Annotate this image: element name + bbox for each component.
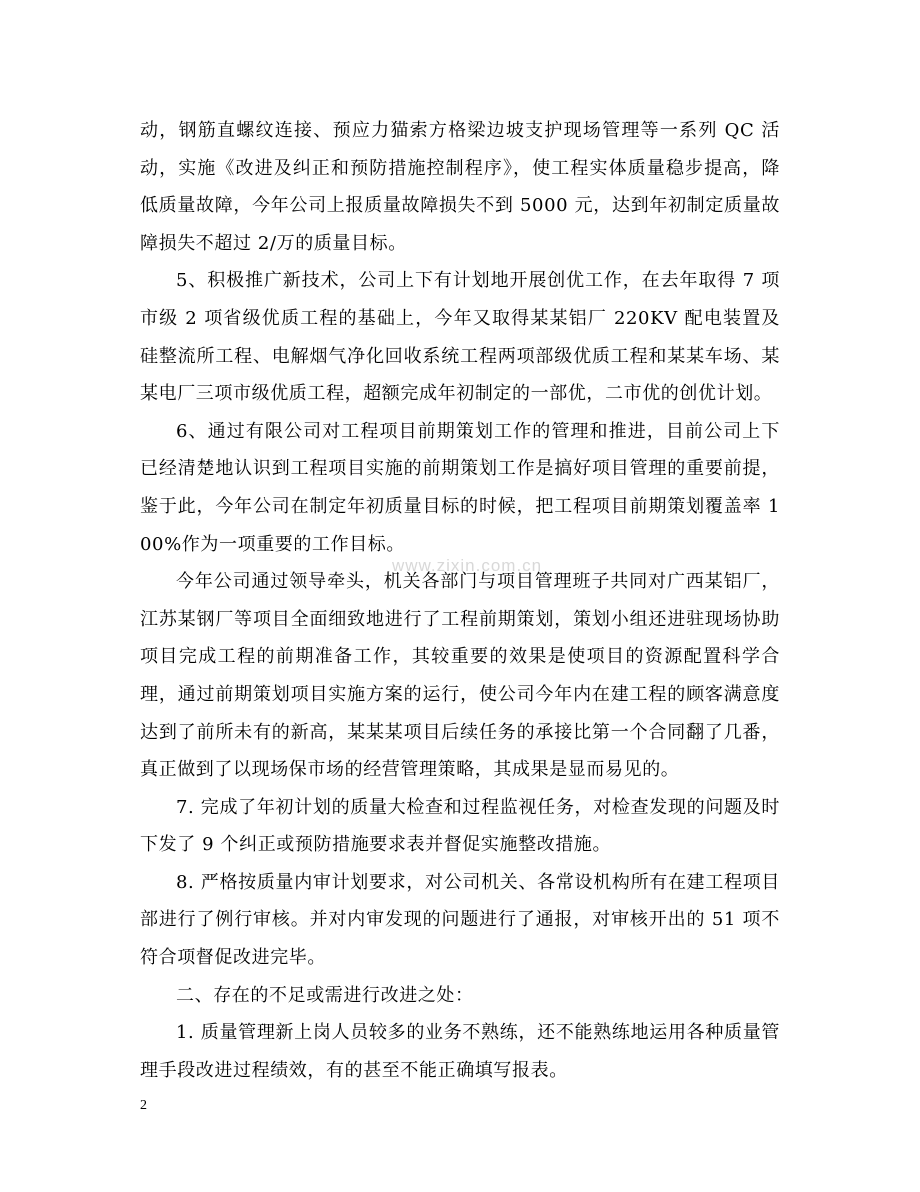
paragraph-item-5: 5、积极推广新技术，公司上下有计划地开展创优工作，在去年取得 7 项市级 2 项省级优质工程的基础上，今年又取得某某铝厂 220KV 配电装置及硅整流所工程、电解烟气净化回收系统工程两项部级优质工程和某某车场、某某电厂三项市级优质工程，超额完成年初制定的一部优，二市优的创优计划。 xyxy=(140,270,780,405)
paragraph-continuation: 动，钢筋直螺纹连接、预应力猫索方格梁边坡支护现场管理等一系列 QC 活动，实施《改进及纠正和预防措施控制程序》，使工程实体质量稳步提高，降低质量故障，今年公司上报质量故障损失不到 5000 元，达到年初制定质量故障损失不超过 2/万的质量目标。 xyxy=(140,120,780,254)
page-number: 2 xyxy=(140,1098,147,1113)
paragraph-item-7: 7. 完成了年初计划的质量大检查和过程监视任务，对检查发现的问题及时下发了 9 个纠正或预防措施要求表并督促实施整改措施。 xyxy=(140,796,780,856)
paragraph-item-6: 6、通过有限公司对工程项目前期策划工作的管理和推进，目前公司上下已经清楚地认识到工程项目实施的前期策划工作是搞好项目管理的重要前提，鉴于此，今年公司在制定年初质量目标的时候，把工程项目前期策划覆盖率 100%作为一项重要的工作目标。 xyxy=(140,420,780,555)
paragraph-item-8: 8. 严格按质量内审计划要求，对公司机关、各常设机构所有在建工程项目部进行了例行审核。并对内审发现的问题进行了通报，对审核开出的 51 项不符合项督促改进完毕。 xyxy=(140,871,780,969)
paragraph-shortcoming-1: 1. 质量管理新上岗人员较多的业务不熟练，还不能熟练地运用各种质量管理手段改进过程绩效，有的甚至不能正确填写报表。 xyxy=(140,1022,780,1081)
document-body xyxy=(140,112,780,1089)
section-heading-shortcomings: 二、存在的不足或需进行改进之处： xyxy=(176,984,474,1006)
watermark: www.zixin.com.cn xyxy=(392,556,543,575)
paragraph-planning: 今年公司通过领导牵头，机关各部门与项目管理班子共同对广西某铝厂，江苏某钢厂等项目全面细致地进行了工程前期策划，策划小组还进驻现场协助项目完成工程的前期准备工作，其较重要的效果是使项目的资源配置科学合理，通过前期策划项目实施方案的运行，使公司今年内在建工程的顾客满意度达到了前所未有的新高，某某某项目后续任务的承接比第一个合同翻了几番，真正做到了以现场保市场的经营管理策略，其成果是显而易见的。 xyxy=(140,571,780,781)
